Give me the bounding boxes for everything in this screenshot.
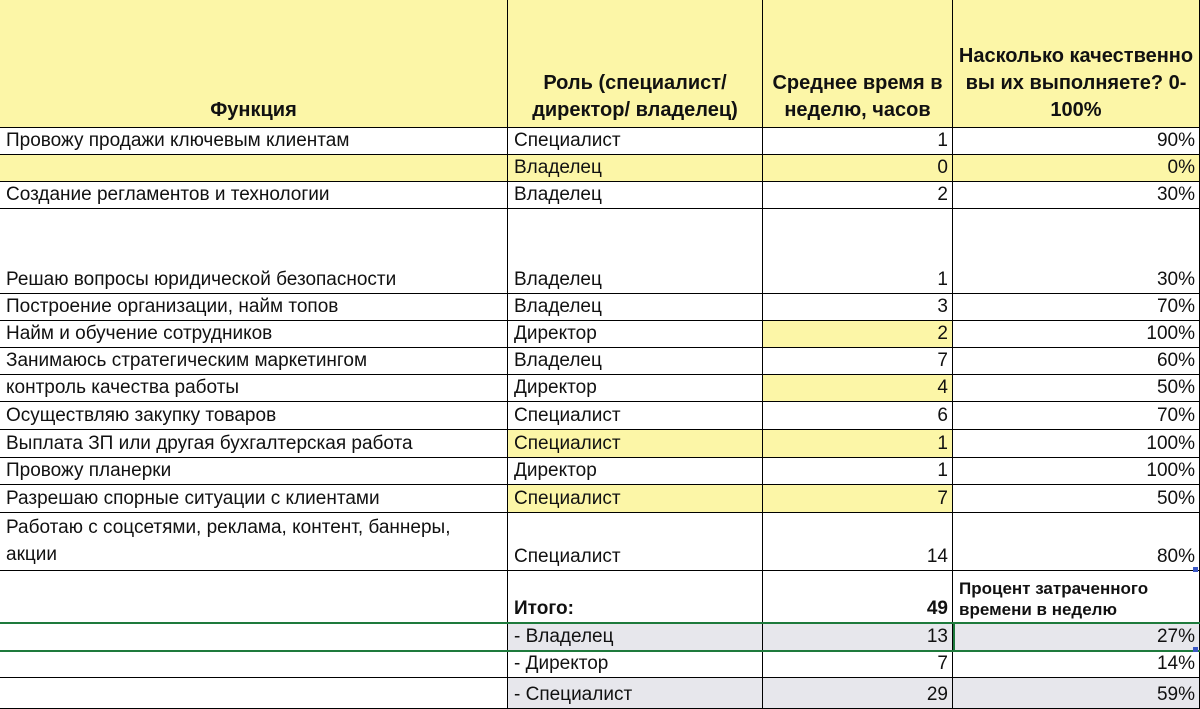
cell-empty[interactable] [0, 651, 508, 678]
selection-border-left [953, 622, 955, 652]
cell-function[interactable]: Работаю с соцсетями, реклама, контент, баннеры, акции [0, 513, 508, 571]
cell-function[interactable]: Провожу планерки [0, 458, 508, 485]
cell-hours[interactable]: 14 [763, 513, 953, 571]
cell-quality[interactable]: 100% [953, 321, 1200, 348]
cell-function[interactable]: Выплата ЗП или другая бухгалтерская работа [0, 430, 508, 458]
summary-label[interactable]: - Специалист [508, 678, 763, 709]
summary-hours[interactable]: 29 [763, 678, 953, 709]
cell-hours[interactable]: 1 [763, 128, 953, 155]
cell-function[interactable]: Провожу продажи ключевым клиентам [0, 128, 508, 155]
header-function[interactable]: Функция [0, 0, 508, 128]
cell-hours[interactable]: 1 [763, 430, 953, 458]
cell-empty[interactable] [0, 623, 508, 651]
cell-quality[interactable]: 90% [953, 128, 1200, 155]
cell-function[interactable] [0, 155, 508, 182]
cell-quality[interactable]: 0% [953, 155, 1200, 182]
cell-role[interactable]: Владелец [508, 209, 763, 294]
cell-role[interactable]: Владелец [508, 294, 763, 321]
cell-hours[interactable]: 7 [763, 485, 953, 513]
summary-percent[interactable]: 14% [953, 651, 1200, 678]
cell-quality[interactable]: 60% [953, 348, 1200, 375]
cell-hours[interactable]: 6 [763, 402, 953, 430]
cell-function[interactable]: Занимаюсь стратегическим маркетингом [0, 348, 508, 375]
summary-hours[interactable]: 13 [763, 623, 953, 651]
summary-percent[interactable]: 59% [953, 678, 1200, 709]
summary-hours[interactable]: 7 [763, 651, 953, 678]
cell-role[interactable]: Специалист [508, 128, 763, 155]
percent-header[interactable]: Процент затраченного времени в неделю [953, 571, 1200, 623]
summary-label[interactable]: - Директор [508, 651, 763, 678]
cell-hours[interactable]: 2 [763, 182, 953, 209]
cell-hours[interactable]: 2 [763, 321, 953, 348]
cell-empty[interactable] [0, 571, 508, 623]
fill-handle[interactable] [1193, 567, 1198, 572]
header-hours[interactable]: Среднее время в неделю, часов [763, 0, 953, 128]
cell-hours[interactable]: 1 [763, 209, 953, 294]
fill-handle[interactable] [1193, 647, 1198, 652]
total-label[interactable]: Итого: [508, 571, 763, 623]
cell-function[interactable]: Создание регламентов и технологии [0, 182, 508, 209]
selection-border-bottom [0, 650, 1200, 652]
cell-hours[interactable]: 7 [763, 348, 953, 375]
cell-quality[interactable]: 80% [953, 513, 1200, 571]
cell-empty[interactable] [0, 678, 508, 709]
cell-quality[interactable]: 70% [953, 294, 1200, 321]
total-hours[interactable]: 49 [763, 571, 953, 623]
cell-role[interactable]: Специалист [508, 513, 763, 571]
cell-hours[interactable]: 4 [763, 375, 953, 402]
cell-function[interactable]: Решаю вопросы юридической безопасности [0, 209, 508, 294]
cell-quality[interactable]: 30% [953, 209, 1200, 294]
cell-hours[interactable]: 1 [763, 458, 953, 485]
header-role[interactable]: Роль (специалист/ директор/ владелец) [508, 0, 763, 128]
cell-role[interactable]: Владелец [508, 155, 763, 182]
cell-quality[interactable]: 100% [953, 430, 1200, 458]
cell-hours[interactable]: 3 [763, 294, 953, 321]
cell-function[interactable]: Осуществляю закупку товаров [0, 402, 508, 430]
cell-role[interactable]: Директор [508, 458, 763, 485]
cell-function[interactable]: контроль качества работы [0, 375, 508, 402]
cell-role[interactable]: Специалист [508, 402, 763, 430]
cell-role[interactable]: Директор [508, 321, 763, 348]
cell-function[interactable]: Построение организации, найм топов [0, 294, 508, 321]
cell-role[interactable]: Владелец [508, 348, 763, 375]
cell-function[interactable]: Найм и обучение сотрудников [0, 321, 508, 348]
cell-role[interactable]: Специалист [508, 430, 763, 458]
cell-hours[interactable]: 0 [763, 155, 953, 182]
summary-percent[interactable]: 27% [953, 623, 1200, 651]
cell-role[interactable]: Директор [508, 375, 763, 402]
cell-quality[interactable]: 70% [953, 402, 1200, 430]
cell-quality[interactable]: 100% [953, 458, 1200, 485]
cell-quality[interactable]: 30% [953, 182, 1200, 209]
cell-role[interactable]: Владелец [508, 182, 763, 209]
cell-function[interactable]: Разрешаю спорные ситуации с клиентами [0, 485, 508, 513]
summary-label[interactable]: - Владелец [508, 623, 763, 651]
cell-quality[interactable]: 50% [953, 485, 1200, 513]
header-quality[interactable]: Насколько качественно вы их выполняете? 0-100% [953, 0, 1200, 128]
selection-border-top [0, 622, 1200, 624]
cell-role[interactable]: Специалист [508, 485, 763, 513]
cell-quality[interactable]: 50% [953, 375, 1200, 402]
